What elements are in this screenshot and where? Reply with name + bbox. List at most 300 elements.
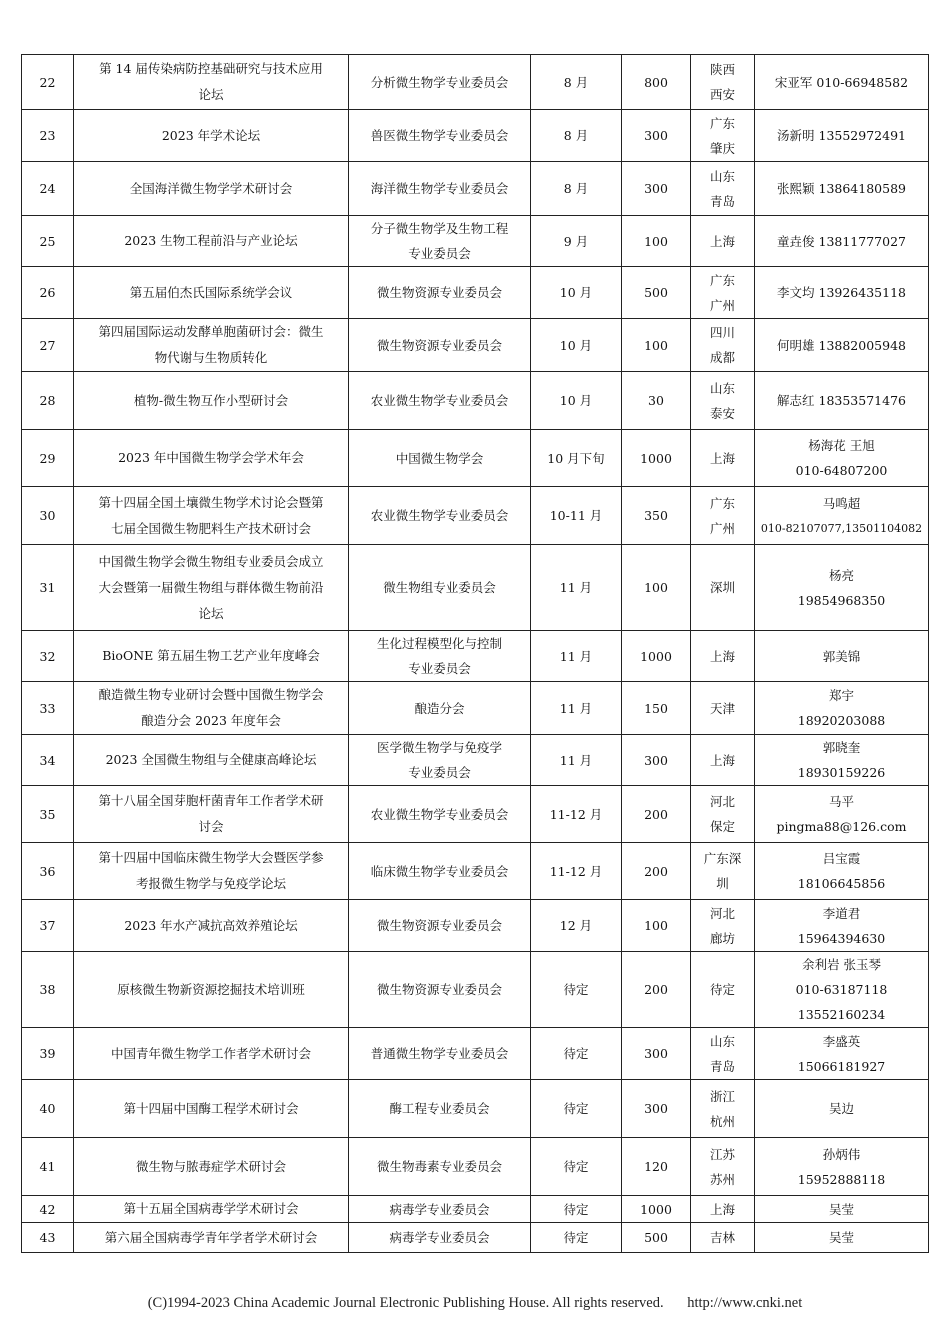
conference-name-line: 第十四届中国临床微生物学大会暨医学参 xyxy=(98,850,324,865)
conference-time-cell: 8 月 xyxy=(531,55,622,110)
table-row xyxy=(22,900,929,952)
contact-info-line: 010-63187118 xyxy=(795,982,888,997)
conference-location-line: 山东 xyxy=(709,168,735,184)
conference-name-cell xyxy=(74,319,349,372)
conference-time-cell: 待定 xyxy=(531,1223,622,1253)
conference-location-cell xyxy=(691,1196,755,1223)
row-number-cell: 27 xyxy=(22,319,74,372)
conference-location-line: 圳 xyxy=(716,876,729,891)
conference-name-cell xyxy=(74,1028,349,1080)
row-number-cell: 25 xyxy=(22,216,74,267)
conference-location-line: 深圳 xyxy=(709,580,735,595)
conference-location-line: 廊坊 xyxy=(709,930,735,946)
conference-name-line: 第十五届全国病毒学学术研讨会 xyxy=(123,1201,299,1216)
attendee-count-cell: 500 xyxy=(622,1223,691,1253)
organizer-line: 分子微生物学及生物工程 xyxy=(370,221,509,236)
attendee-count-cell: 100 xyxy=(622,216,691,267)
table-row xyxy=(22,430,929,487)
attendee-count-cell: 350 xyxy=(622,487,691,545)
table-row xyxy=(22,216,929,267)
conference-name-cell xyxy=(74,372,349,430)
organizer-cell xyxy=(349,1138,531,1196)
conference-location-line: 肇庆 xyxy=(709,140,735,156)
conference-name-line: 酿造分会 2023 年度年会 xyxy=(141,713,281,728)
organizer-line: 微生物资源专业委员会 xyxy=(376,982,502,997)
contact-info-line: 李道君 xyxy=(822,905,861,921)
cnki-url[interactable]: http://www.cnki.net xyxy=(687,1295,803,1311)
organizer-line: 微生物资源专业委员会 xyxy=(376,337,502,353)
conference-name-cell xyxy=(74,545,349,631)
conference-time-cell: 待定 xyxy=(531,1138,622,1196)
conference-location-line: 保定 xyxy=(709,819,735,834)
contact-info-line: 宋亚军 010-66948582 xyxy=(774,74,909,90)
conference-location-line: 江苏 xyxy=(709,1146,735,1162)
conference-location-line: 河北 xyxy=(709,905,735,921)
row-number-cell: 31 xyxy=(22,545,74,631)
contact-info-cell xyxy=(755,1223,929,1253)
organizer-cell xyxy=(349,545,531,631)
row-number-cell: 22 xyxy=(22,55,74,110)
table-row xyxy=(22,1138,929,1196)
organizer-cell xyxy=(349,631,531,682)
contact-info-line: 汤新明 13552972491 xyxy=(777,128,906,143)
attendee-count-cell: 1000 xyxy=(622,430,691,487)
contact-info-line: 解志红 18353571476 xyxy=(777,393,906,408)
organizer-line: 酿造分会 xyxy=(414,700,465,716)
conference-location-line: 广东深 xyxy=(703,851,742,866)
attendee-count-cell: 300 xyxy=(622,162,691,216)
contact-info-line: 15066181927 xyxy=(797,1058,886,1074)
contact-info-cell xyxy=(755,110,929,162)
conference-name-line: 物代谢与生物质转化 xyxy=(154,350,268,365)
conference-time-cell: 待定 xyxy=(531,952,622,1028)
contact-info-cell xyxy=(755,545,929,631)
conference-location-line: 杭州 xyxy=(709,1113,735,1129)
contact-info-cell xyxy=(755,631,929,682)
conference-time-cell: 11-12 月 xyxy=(531,843,622,900)
organizer-cell xyxy=(349,110,531,162)
contact-info-cell xyxy=(755,1138,929,1196)
contact-info-cell xyxy=(755,319,929,372)
conference-location-line: 上海 xyxy=(709,752,735,768)
page-footer xyxy=(0,1295,950,1312)
conference-time-cell: 10-11 月 xyxy=(531,487,622,545)
contact-info-line: 15964394630 xyxy=(797,930,886,946)
organizer-line: 病毒学专业委员会 xyxy=(389,1201,490,1217)
conference-time-cell: 8 月 xyxy=(531,162,622,216)
contact-info-line: 马鸣超 xyxy=(822,495,861,511)
conference-time-cell: 10 月 xyxy=(531,372,622,430)
organizer-line: 微生物资源专业委员会 xyxy=(376,918,502,933)
contact-info-line: 吴边 xyxy=(828,1101,854,1116)
conference-name-line: 第十四届全国土壤微生物学术讨论会暨第 xyxy=(98,494,324,510)
contact-info-cell xyxy=(755,162,929,216)
attendee-count-cell: 100 xyxy=(622,319,691,372)
conference-time-cell: 10 月 xyxy=(531,267,622,319)
contact-info-cell xyxy=(755,682,929,735)
organizer-cell xyxy=(349,843,531,900)
conference-name-cell xyxy=(74,900,349,952)
row-number-cell: 36 xyxy=(22,843,74,900)
organizer-line: 专业委员会 xyxy=(408,246,471,261)
conference-location-cell xyxy=(691,900,755,952)
organizer-cell xyxy=(349,430,531,487)
organizer-cell xyxy=(349,1223,531,1253)
conference-name-cell xyxy=(74,843,349,900)
contact-info-line: 李文均 13926435118 xyxy=(777,285,906,300)
conference-time-cell: 11 月 xyxy=(531,735,622,786)
organizer-line: 兽医微生物学专业委员会 xyxy=(370,128,509,143)
conference-time-cell: 11 月 xyxy=(531,682,622,735)
conference-location-cell xyxy=(691,545,755,631)
conference-name-cell xyxy=(74,1138,349,1196)
conference-name-line: 七届全国微生物肥料生产技术研讨会 xyxy=(110,520,311,536)
organizer-line: 分析微生物学专业委员会 xyxy=(370,74,509,90)
conference-location-cell xyxy=(691,487,755,545)
conference-name-line: 第五届伯杰氏国际系统学会议 xyxy=(129,284,293,300)
conference-name-cell xyxy=(74,55,349,110)
conference-location-cell xyxy=(691,430,755,487)
contact-info-cell xyxy=(755,843,929,900)
conference-name-cell xyxy=(74,631,349,682)
conference-location-line: 吉林 xyxy=(709,1230,735,1245)
contact-info-line: 010-64807200 xyxy=(795,463,888,478)
conference-name-line: 中国微生物学会微生物组专业委员会成立 xyxy=(98,553,324,569)
contact-info-line: 余利岩 张玉琴 xyxy=(802,957,881,972)
contact-info-line: pingma88@126.com xyxy=(776,819,907,834)
contact-info-line: 吴莹 xyxy=(828,1201,854,1217)
conference-location-cell xyxy=(691,735,755,786)
contact-info-line: 杨亮 xyxy=(828,567,854,583)
attendee-count-cell: 300 xyxy=(622,1080,691,1138)
conference-name-line: 原核微生物新资源挖掘技术培训班 xyxy=(117,981,305,997)
conference-location-line: 天津 xyxy=(709,700,735,716)
contact-info-cell xyxy=(755,1028,929,1080)
table-row xyxy=(22,786,929,843)
attendee-count-cell: 800 xyxy=(622,55,691,110)
conference-location-line: 上海 xyxy=(709,648,735,664)
attendee-count-cell: 500 xyxy=(622,267,691,319)
conference-name-line: 第六届全国病毒学青年学者学术研讨会 xyxy=(104,1229,318,1245)
contact-info-line: 18930159226 xyxy=(797,765,886,780)
conference-name-cell xyxy=(74,267,349,319)
contact-info-line: 010-82107077,13501104082 xyxy=(760,521,923,535)
contact-info-line: 童垚俊 13811777027 xyxy=(777,233,906,249)
conference-location-line: 上海 xyxy=(709,450,735,466)
conference-time-cell: 11-12 月 xyxy=(531,786,622,843)
contact-info-cell xyxy=(755,1196,929,1223)
contact-info-cell xyxy=(755,900,929,952)
organizer-cell xyxy=(349,1196,531,1223)
table-row xyxy=(22,735,929,786)
table-row xyxy=(22,682,929,735)
table-row xyxy=(22,110,929,162)
organizer-line: 专业委员会 xyxy=(408,661,471,676)
row-number-cell: 33 xyxy=(22,682,74,735)
row-number-cell: 24 xyxy=(22,162,74,216)
attendee-count-cell: 120 xyxy=(622,1138,691,1196)
row-number-cell: 41 xyxy=(22,1138,74,1196)
conference-time-cell: 9 月 xyxy=(531,216,622,267)
conference-name-line: 2023 年中国微生物学会学术年会 xyxy=(118,450,304,465)
conference-location-line: 陕西 xyxy=(709,62,735,77)
conference-location-cell xyxy=(691,952,755,1028)
contact-info-line: 13552160234 xyxy=(797,1007,886,1022)
conference-location-line: 上海 xyxy=(709,1201,735,1217)
row-number-cell: 34 xyxy=(22,735,74,786)
row-number-cell: 37 xyxy=(22,900,74,952)
table-row xyxy=(22,267,929,319)
attendee-count-cell: 30 xyxy=(622,372,691,430)
row-number-cell: 42 xyxy=(22,1196,74,1223)
conference-location-cell xyxy=(691,843,755,900)
organizer-cell xyxy=(349,487,531,545)
contact-info-line: 张熙颖 13864180589 xyxy=(777,181,906,196)
contact-info-line: 吕宝霞 xyxy=(822,851,861,866)
conference-location-line: 西安 xyxy=(709,87,735,102)
conference-time-cell: 10 月 xyxy=(531,319,622,372)
attendee-count-cell: 300 xyxy=(622,110,691,162)
contact-info-line: 郭晓奎 xyxy=(822,740,861,755)
conference-name-cell xyxy=(74,216,349,267)
organizer-cell xyxy=(349,1080,531,1138)
organizer-cell xyxy=(349,735,531,786)
row-number-cell: 29 xyxy=(22,430,74,487)
attendee-count-cell: 150 xyxy=(622,682,691,735)
contact-info-cell xyxy=(755,267,929,319)
conference-location-cell xyxy=(691,372,755,430)
conference-time-cell: 12 月 xyxy=(531,900,622,952)
contact-info-cell xyxy=(755,952,929,1028)
conference-location-line: 成都 xyxy=(709,350,735,365)
contact-info-line: 19854968350 xyxy=(797,592,886,608)
conference-name-line: 第十四届中国酶工程学术研讨会 xyxy=(123,1100,299,1116)
contact-info-line: 李盛英 xyxy=(822,1033,861,1049)
organizer-line: 生化过程模型化与控制 xyxy=(376,636,502,651)
conference-name-line: 讨会 xyxy=(198,819,224,834)
conference-location-line: 广州 xyxy=(709,520,735,536)
organizer-cell xyxy=(349,682,531,735)
conference-time-cell: 10 月下旬 xyxy=(531,430,622,487)
contact-info-line: 马平 xyxy=(828,794,854,809)
conference-location-line: 河北 xyxy=(709,794,735,809)
conference-location-cell xyxy=(691,216,755,267)
table-row xyxy=(22,162,929,216)
conference-name-line: 中国青年微生物学工作者学术研讨会 xyxy=(110,1045,311,1061)
contact-info-cell xyxy=(755,372,929,430)
row-number-cell: 26 xyxy=(22,267,74,319)
copyright-notice: (C)1994-2023 China Academic Journal Electronic Publishing House. All rights reserved. xyxy=(147,1295,664,1311)
conference-location-cell xyxy=(691,267,755,319)
row-number-cell: 30 xyxy=(22,487,74,545)
conference-name-cell xyxy=(74,952,349,1028)
row-number-cell: 23 xyxy=(22,110,74,162)
conference-name-cell xyxy=(74,1223,349,1253)
organizer-line: 医学微生物学与免疫学 xyxy=(376,740,502,755)
conference-name-line: 大会暨第一届微生物组与群体微生物前沿 xyxy=(98,579,324,595)
conference-name-line: 考报微生物学与免疫学论坛 xyxy=(135,876,286,891)
conference-location-line: 广东 xyxy=(709,272,735,288)
row-number-cell: 39 xyxy=(22,1028,74,1080)
conference-location-line: 广东 xyxy=(709,115,735,131)
attendee-count-cell: 100 xyxy=(622,900,691,952)
organizer-cell xyxy=(349,786,531,843)
organizer-line: 病毒学专业委员会 xyxy=(389,1230,490,1245)
row-number-cell: 35 xyxy=(22,786,74,843)
contact-info-cell xyxy=(755,430,929,487)
organizer-line: 中国微生物学会 xyxy=(395,450,484,466)
table-body xyxy=(22,55,929,1253)
conference-location-cell xyxy=(691,1080,755,1138)
conference-name-line: 微生物与脓毒症学术研讨会 xyxy=(135,1158,286,1174)
conference-name-line: BioONE 第五届生物工艺产业年度峰会 xyxy=(102,648,320,663)
conference-location-line: 山东 xyxy=(709,380,735,396)
table-row xyxy=(22,1223,929,1253)
table-row xyxy=(22,1196,929,1223)
conference-name-line: 第 14 届传染病防控基础研究与技术应用 xyxy=(99,61,323,76)
row-number-cell: 43 xyxy=(22,1223,74,1253)
organizer-line: 农业微生物学专业委员会 xyxy=(370,393,509,408)
table-row xyxy=(22,1028,929,1080)
conference-location-line: 山东 xyxy=(709,1033,735,1049)
attendee-count-cell: 200 xyxy=(622,952,691,1028)
organizer-cell xyxy=(349,372,531,430)
conference-location-cell xyxy=(691,682,755,735)
table-row xyxy=(22,319,929,372)
conference-location-cell xyxy=(691,319,755,372)
contact-info-cell xyxy=(755,735,929,786)
attendee-count-cell: 200 xyxy=(622,786,691,843)
attendee-count-cell: 100 xyxy=(622,545,691,631)
conference-location-line: 苏州 xyxy=(709,1171,735,1187)
conference-location-line: 青岛 xyxy=(709,1058,735,1074)
conference-name-line: 2023 年学术论坛 xyxy=(161,127,261,143)
organizer-line: 微生物资源专业委员会 xyxy=(376,285,502,300)
conference-name-line: 酿造微生物专业研讨会暨中国微生物学会 xyxy=(98,687,324,702)
contact-info-cell xyxy=(755,55,929,110)
conference-name-line: 2023 年水产减抗高效养殖论坛 xyxy=(124,917,298,933)
conference-name-cell xyxy=(74,110,349,162)
contact-info-line: 18920203088 xyxy=(797,713,886,728)
organizer-line: 农业微生物学专业委员会 xyxy=(370,806,509,822)
conference-time-cell: 11 月 xyxy=(531,545,622,631)
conference-location-line: 泰安 xyxy=(709,405,735,421)
conference-name-cell xyxy=(74,682,349,735)
attendee-count-cell: 300 xyxy=(622,735,691,786)
contact-info-cell xyxy=(755,216,929,267)
conference-name-line: 第四届国际运动发酵单胞菌研讨会：微生 xyxy=(98,324,324,339)
conference-location-cell xyxy=(691,162,755,216)
conference-name-line: 2023 全国微生物组与全健康高峰论坛 xyxy=(105,752,317,767)
attendee-count-cell: 200 xyxy=(622,843,691,900)
table-row xyxy=(22,1080,929,1138)
contact-info-line: 何明雄 13882005948 xyxy=(777,337,906,353)
contact-info-line: 郭美锦 xyxy=(822,648,861,664)
organizer-cell xyxy=(349,267,531,319)
table-row xyxy=(22,487,929,545)
organizer-line: 海洋微生物学专业委员会 xyxy=(370,181,509,196)
attendee-count-cell: 1000 xyxy=(622,1196,691,1223)
organizer-cell xyxy=(349,952,531,1028)
contact-info-cell xyxy=(755,786,929,843)
attendee-count-cell: 300 xyxy=(622,1028,691,1080)
conference-location-line: 四川 xyxy=(709,325,735,340)
conference-name-line: 植物-微生物互作小型研讨会 xyxy=(133,392,289,408)
conference-name-cell xyxy=(74,430,349,487)
conference-location-cell xyxy=(691,786,755,843)
conference-time-cell: 待定 xyxy=(531,1080,622,1138)
conference-name-line: 论坛 xyxy=(198,87,224,102)
contact-info-line: 郑宇 xyxy=(828,688,854,703)
organizer-line: 酶工程专业委员会 xyxy=(389,1101,490,1116)
conference-location-line: 浙江 xyxy=(709,1088,735,1104)
conference-location-line: 青岛 xyxy=(709,193,735,209)
organizer-line: 微生物毒素专业委员会 xyxy=(376,1159,502,1174)
conference-location-line: 待定 xyxy=(709,982,735,997)
organizer-cell xyxy=(349,1028,531,1080)
conference-name-line: 第十八届全国芽胞杆菌青年工作者学术研 xyxy=(98,793,324,808)
organizer-cell xyxy=(349,216,531,267)
conference-name-cell xyxy=(74,735,349,786)
conference-location-cell xyxy=(691,1028,755,1080)
organizer-cell xyxy=(349,319,531,372)
organizer-line: 普通微生物学专业委员会 xyxy=(370,1046,509,1061)
contact-info-line: 杨海花 王旭 xyxy=(808,438,875,453)
conference-location-line: 上海 xyxy=(709,233,735,249)
table-row xyxy=(22,372,929,430)
organizer-line: 临床微生物学专业委员会 xyxy=(370,863,509,879)
conference-name-cell xyxy=(74,162,349,216)
contact-info-line: 吴莹 xyxy=(828,1230,854,1245)
conference-time-cell: 11 月 xyxy=(531,631,622,682)
conference-location-cell xyxy=(691,1138,755,1196)
conference-time-cell: 待定 xyxy=(531,1196,622,1223)
conference-name-cell xyxy=(74,786,349,843)
contact-info-line: 孙炳伟 xyxy=(822,1146,861,1162)
organizer-cell xyxy=(349,55,531,110)
row-number-cell: 28 xyxy=(22,372,74,430)
conference-name-line: 2023 生物工程前沿与产业论坛 xyxy=(124,233,298,248)
conference-time-cell: 待定 xyxy=(531,1028,622,1080)
row-number-cell: 32 xyxy=(22,631,74,682)
conference-location-cell xyxy=(691,55,755,110)
table-row xyxy=(22,952,929,1028)
conference-schedule-table xyxy=(21,54,929,1253)
organizer-line: 专业委员会 xyxy=(408,765,471,780)
contact-info-line: 15952888118 xyxy=(797,1171,886,1187)
table-row xyxy=(22,55,929,110)
conference-name-line: 论坛 xyxy=(198,605,224,621)
conference-location-line: 广州 xyxy=(709,297,735,313)
contact-info-line: 18106645856 xyxy=(797,876,886,891)
table-row xyxy=(22,631,929,682)
table-row xyxy=(22,843,929,900)
row-number-cell: 38 xyxy=(22,952,74,1028)
organizer-cell xyxy=(349,162,531,216)
attendee-count-cell: 1000 xyxy=(622,631,691,682)
conference-location-cell xyxy=(691,110,755,162)
organizer-line: 微生物组专业委员会 xyxy=(383,580,496,595)
conference-name-cell xyxy=(74,1196,349,1223)
conference-location-cell xyxy=(691,631,755,682)
organizer-cell xyxy=(349,900,531,952)
conference-time-cell: 8 月 xyxy=(531,110,622,162)
conference-location-cell xyxy=(691,1223,755,1253)
organizer-line: 农业微生物学专业委员会 xyxy=(370,508,509,523)
row-number-cell: 40 xyxy=(22,1080,74,1138)
contact-info-cell xyxy=(755,1080,929,1138)
contact-info-cell xyxy=(755,487,929,545)
